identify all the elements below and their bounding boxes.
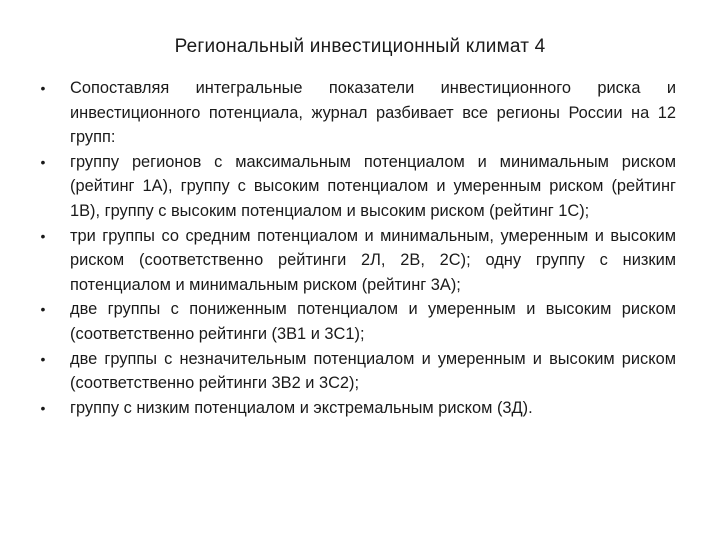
list-item [36, 347, 676, 396]
bullet-icon: • [40, 301, 46, 318]
bullet-text: три группы со средним потенциалом и минимальным, умеренным и высоким риском (соответственно рейтинги 2Л, 2В, 2С); одну группу с низким потенциалом и минимальным риском (рейтинг 3А); [70, 226, 676, 294]
list-item [36, 224, 676, 298]
bullet-text: две группы с пониженным потенциалом и умеренным и высоким риском (соответственно рейтинги (3В1 и 3С1); [70, 300, 676, 343]
bullet-text: Сопоставляя интегральные показатели инвестиционного риска и инвестиционного потенциала, журнал разбивает все регионы России на 12 групп: [70, 79, 676, 147]
bullet-text: группу с низким потенциалом и экстремальным риском (3Д). [70, 398, 533, 417]
bullet-text: две группы с незначительным потенциалом и умеренным и высоким риском (соответственно рейтинги 3В2 и 3С2); [70, 349, 676, 393]
bullet-icon: • [40, 80, 46, 96]
bullet-list [36, 76, 676, 420]
bullet-icon: • [40, 153, 46, 170]
slide-title: Региональный инвестиционный климат 4 [174, 36, 546, 57]
list-item [36, 76, 676, 150]
list-item [36, 396, 676, 421]
bullet-icon: • [40, 227, 46, 244]
list-item [36, 297, 676, 346]
bullet-icon: • [40, 350, 46, 367]
bullet-text: группу регионов с максимальным потенциалом и минимальным риском (рейтинг 1А), группу с высоким потенциалом и умеренным риском (рейтинг 1В), группу с высоким потенциалом и высоким риском (рейтинг 1С); [70, 152, 676, 220]
bullet-icon: • [40, 399, 46, 416]
list-item [36, 150, 676, 224]
